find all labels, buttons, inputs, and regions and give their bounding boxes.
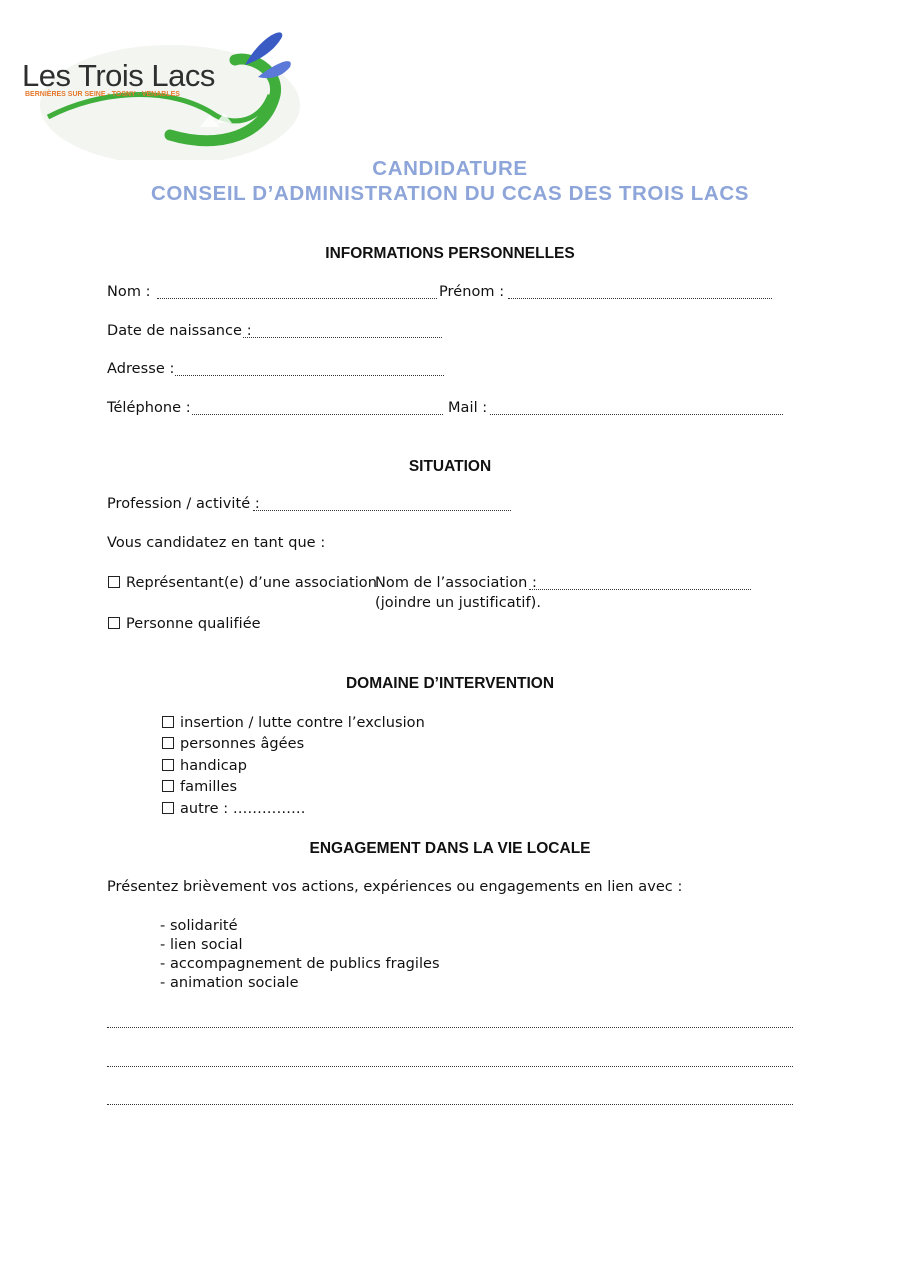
domain-item-label: personnes âgées — [180, 736, 305, 752]
profession-field[interactable] — [253, 510, 511, 511]
heading-personal: INFORMATIONS PERSONNELLES — [325, 245, 575, 262]
candidate-as-label: Vous candidatez en tant que : — [107, 535, 326, 551]
mail-label: Mail : — [448, 400, 488, 416]
profession-label: Profession / activité : — [107, 496, 260, 512]
mail-field[interactable] — [490, 414, 783, 415]
checkbox-domain[interactable] — [162, 802, 174, 814]
nom-label: Nom : — [107, 284, 151, 300]
logo — [20, 25, 300, 160]
domain-item-label: handicap — [180, 758, 247, 774]
domain-item[interactable] — [162, 779, 237, 795]
engagement-item: - accompagnement de publics fragiles — [160, 956, 440, 972]
domain-item[interactable] — [162, 758, 247, 774]
checkbox-qualified[interactable] — [108, 617, 120, 629]
association-name-label: Nom de l’association : — [375, 575, 537, 591]
engagement-answer-line[interactable] — [107, 1104, 793, 1105]
checkbox-domain[interactable] — [162, 780, 174, 792]
option-qualified[interactable] — [108, 616, 261, 632]
logo-name: Les Trois Lacs — [22, 58, 215, 93]
engagement-item: - animation sociale — [160, 975, 299, 991]
date-naissance-label: Date de naissance : — [107, 323, 252, 339]
adresse-field[interactable] — [175, 375, 444, 376]
domain-item[interactable] — [162, 736, 304, 752]
domain-item[interactable] — [162, 801, 306, 817]
heading-domain: DOMAINE D’INTERVENTION — [345, 675, 555, 692]
domain-item-label: familles — [180, 779, 238, 795]
engagement-item: - solidarité — [160, 918, 238, 934]
prenom-field[interactable] — [508, 298, 772, 299]
logo-communes: BERNIÈRES SUR SEINE - TOSNY - VENABLES — [25, 91, 180, 98]
date-naissance-field[interactable] — [243, 337, 442, 338]
heading-situation: SITUATION — [408, 458, 492, 475]
title-line-2: CONSEIL D’ADMINISTRATION DU CCAS DES TROIS LACS — [150, 182, 750, 205]
association-note: (joindre un justificatif). — [375, 595, 542, 611]
prenom-label: Prénom : — [439, 284, 505, 300]
heading-engagement: ENGAGEMENT DANS LA VIE LOCALE — [309, 840, 591, 857]
title-line-1: CANDIDATURE — [372, 157, 528, 180]
domain-item-label: autre : …………… — [180, 801, 306, 817]
checkbox-domain[interactable] — [162, 759, 174, 771]
engagement-answer-line[interactable] — [107, 1066, 793, 1067]
association-name-field[interactable] — [529, 589, 751, 590]
engagement-item: - lien social — [160, 937, 243, 953]
checkbox-domain[interactable] — [162, 737, 174, 749]
nom-field[interactable] — [157, 298, 437, 299]
telephone-field[interactable] — [192, 414, 443, 415]
option-association-label: Représentant(e) d’une association — [126, 575, 377, 591]
domain-item[interactable] — [162, 715, 425, 731]
telephone-label: Téléphone : — [107, 400, 191, 416]
adresse-label: Adresse : — [107, 361, 175, 377]
engagement-prompt: Présentez brièvement vos actions, expériences ou engagements en lien avec : — [107, 879, 683, 895]
engagement-answer-line[interactable] — [107, 1027, 793, 1028]
domain-item-label: insertion / lutte contre l’exclusion — [180, 715, 425, 731]
checkbox-association[interactable] — [108, 576, 120, 588]
checkbox-domain[interactable] — [162, 716, 174, 728]
option-qualified-label: Personne qualifiée — [126, 616, 261, 632]
option-association[interactable] — [108, 575, 377, 591]
